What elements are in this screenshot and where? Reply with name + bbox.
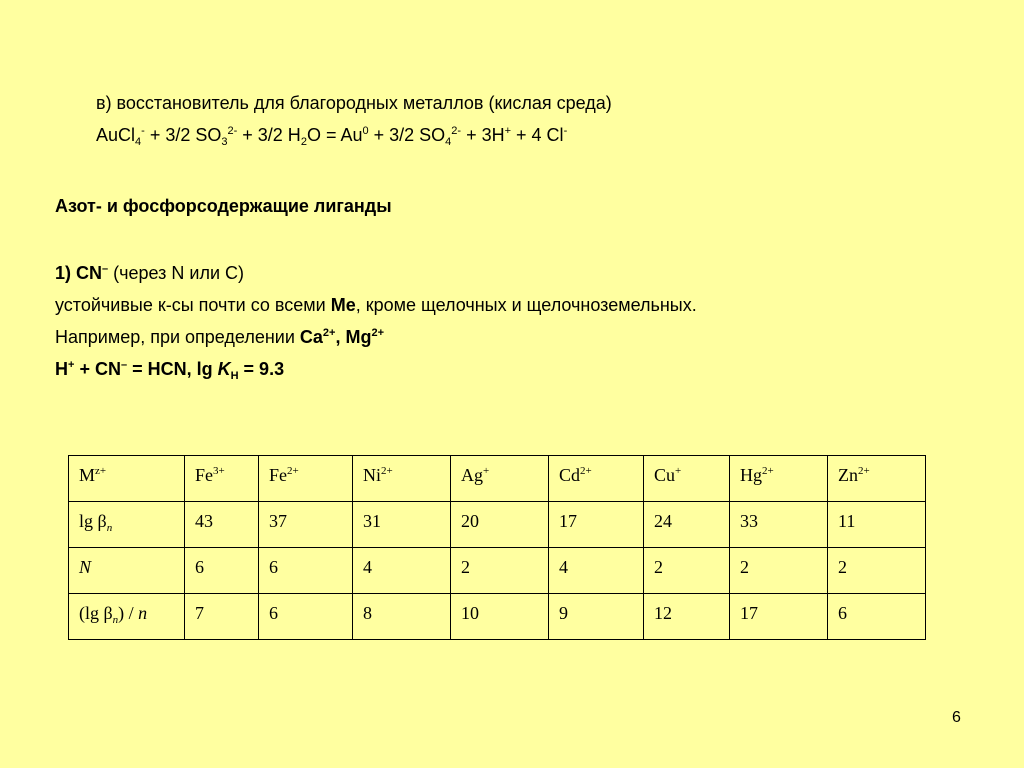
header-cell: $Cd^{2+}$ bbox=[549, 456, 644, 502]
table-cell: 7 bbox=[185, 594, 259, 640]
table-cell: 4 bbox=[353, 548, 451, 594]
table-cell: 6 bbox=[259, 548, 353, 594]
table-cell: 17 bbox=[730, 594, 828, 640]
table-header-row bbox=[69, 456, 926, 502]
table-cell: 4 bbox=[549, 548, 644, 594]
table-row-ratio bbox=[69, 594, 926, 640]
header-cell: $Hg^{2+}$ bbox=[730, 456, 828, 502]
table-cell: 11 bbox=[828, 502, 926, 548]
header-label-cell: $M^{z+}$ bbox=[69, 456, 185, 502]
stable-complexes-line: устойчивые к-сы почти со всеми Me, кроме щелочных и щелочноземельных. bbox=[55, 295, 697, 315]
row-label-lg-beta: $\lg \beta_n$ bbox=[69, 502, 185, 548]
row-label-ratio: (lg $\beta_n$) / n bbox=[69, 594, 185, 640]
table-cell: 2 bbox=[644, 548, 730, 594]
hcn-equation: H+ + CN– = HCN, $\lg K_H = 9.3$ bbox=[55, 359, 285, 382]
table-cell: 6 bbox=[185, 548, 259, 594]
table-cell: 9 bbox=[549, 594, 644, 640]
header-cell: $Ni^{2+}$ bbox=[353, 456, 451, 502]
table-cell: 2 bbox=[730, 548, 828, 594]
table-cell: 2 bbox=[451, 548, 549, 594]
stability-table bbox=[68, 455, 926, 640]
aucl4-equation: AuCl$_4$- + 3/2 $SO_3^{2-} + 3/2$ $H_2O = Au^0 + 3/2$ $SO_4^{2-} + 3H^+ + 4$ Cl- bbox=[96, 125, 568, 148]
table-cell: 12 bbox=[644, 594, 730, 640]
table-cell: 33 bbox=[730, 502, 828, 548]
example-line: Например, при определении $Ca^{2+}$, $Mg^{2+}$ bbox=[55, 327, 385, 347]
table-cell: 43 bbox=[185, 502, 259, 548]
table-row-n bbox=[69, 548, 926, 594]
table-cell: 8 bbox=[353, 594, 451, 640]
row-label-n: N bbox=[69, 548, 185, 594]
table-cell: 2 bbox=[828, 548, 926, 594]
header-cell: $Fe^{2+}$ bbox=[259, 456, 353, 502]
table-cell: 17 bbox=[549, 502, 644, 548]
section-b-heading: в) восстановитель для благородных металлов (кислая среда) bbox=[96, 93, 612, 113]
ligands-title: Азот- и фосфорсодержащие лиганды bbox=[55, 196, 392, 216]
table-cell: 37 bbox=[259, 502, 353, 548]
header-cell: $Fe^{3+}$ bbox=[185, 456, 259, 502]
table-cell: 20 bbox=[451, 502, 549, 548]
table-row-lg-beta bbox=[69, 502, 926, 548]
table-cell: 10 bbox=[451, 594, 549, 640]
table-cell: 31 bbox=[353, 502, 451, 548]
table-cell: 6 bbox=[828, 594, 926, 640]
item-cn: 1) CN– (через N или C) bbox=[55, 263, 245, 283]
header-cell: Cu+ bbox=[644, 456, 730, 502]
header-cell: Ag+ bbox=[451, 456, 549, 502]
header-cell: $Zn^{2+}$ bbox=[828, 456, 926, 502]
table-cell: 24 bbox=[644, 502, 730, 548]
page-number: 6 bbox=[952, 709, 961, 726]
table-cell: 6 bbox=[259, 594, 353, 640]
